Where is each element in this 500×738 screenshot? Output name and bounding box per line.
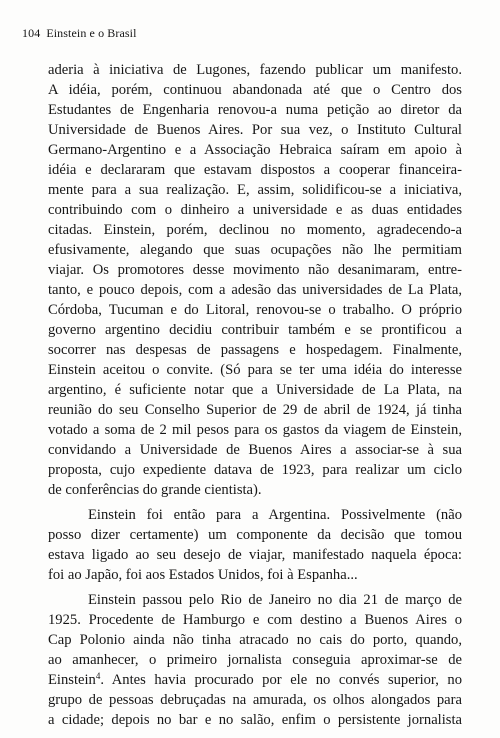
- text-line: foi ao Japão, foi aos Estados Unidos, foi à Espanha...: [48, 567, 358, 583]
- footnote-marker: 4: [95, 671, 101, 681]
- text-line: Estudantes de Engenharia renovou-a numa petição ao diretor da: [48, 102, 462, 118]
- text-line: A idéia, porém, continuou abandonada até que o Centro dos: [48, 82, 462, 98]
- text-line: argentino, é suficiente notar que a Universidade de La Plata, na: [48, 382, 462, 398]
- text-line: [48, 670, 462, 690]
- running-head: [22, 26, 137, 41]
- text-line: de conferências do grande cientista).: [48, 482, 262, 498]
- text-line: Einstein passou pelo Rio de Janeiro no dia 21 de março de: [88, 592, 462, 608]
- text-line: Universidade de Buenos Aires. Por sua vez, o Instituto Cultural: [48, 122, 462, 138]
- text-line-continuation: . Antes havia procurado por ele no convés superior, no: [100, 672, 462, 688]
- text-line: Córdoba, Tucuman e do Litoral, renovou-se o trabalho. O próprio: [48, 302, 462, 318]
- text-line: 1925. Procedente de Hamburgo e com destino a Buenos Aires o: [48, 612, 462, 628]
- text-line: tanto, e pouco depois, com a adesão das universidades de La Plata,: [48, 282, 462, 298]
- text-line: citadas. Einstein, porém, declinou no momento, agradecendo-a: [48, 222, 462, 238]
- text-line: viajar. Os promotores desse movimento não desanimaram, entre-: [48, 262, 462, 278]
- text-line: votado a soma de 2 mil pesos para os gastos da viagem de Einstein,: [48, 422, 462, 438]
- page-number: 104: [22, 26, 41, 40]
- text-line: estava ligado ao seu desejo de viajar, manifestado naquela época:: [48, 547, 462, 563]
- text-line: governo argentino decidiu contribuir também e se prontificou a: [48, 322, 462, 338]
- text-line: idéia e declararam que estavam dispostos a cooperar financeira-: [48, 162, 462, 178]
- einstein-word: Einstein: [48, 672, 96, 688]
- text-line: aderia à iniciativa de Lugones, fazendo publicar um manifesto.: [48, 62, 462, 78]
- text-line: contribuindo com o dinheiro a universidade e as duas entidades: [48, 202, 462, 218]
- running-title: Einstein e o Brasil: [46, 26, 137, 40]
- text-line: proposta, cujo expediente datava de 1923, para realizar um ciclo: [48, 462, 462, 478]
- text-line: efusivamente, alegando que suas ocupações não lhe permitiam: [48, 242, 462, 258]
- text-line: Germano-Argentino e a Associação Hebraica saíram em apoio à: [48, 142, 462, 158]
- text-line: a cidade; depois no bar e no salão, enfim o persistente jornalista: [48, 712, 462, 728]
- text-line: ao amanhecer, o primeiro jornalista conseguia aproximar-se de: [48, 652, 462, 668]
- text-line: convidando a Universidade de Buenos Aires a associar-se à sua: [48, 442, 462, 458]
- text-line: socorrer nas despesas de passagens e hospedagem. Finalmente,: [48, 342, 462, 358]
- text-line: Cap Polonio ainda não tinha atracado no cais do porto, quando,: [48, 632, 462, 648]
- text-line: grupo de pessoas debruçadas na amurada, os olhos alongados para: [48, 692, 462, 708]
- text-line: Einstein foi então para a Argentina. Possivelmente (não: [88, 507, 462, 523]
- text-line: reunião do seu Conselho Superior de 29 de abril de 1924, já tinha: [48, 402, 462, 418]
- text-line: posso dizer certamente) um componente da decisão que tomou: [48, 527, 462, 543]
- text-line: mente para a sua realização. E, assim, solidificou-se a iniciativa,: [48, 182, 462, 198]
- text-line: Einstein aceitou o convite. (Só para se ter uma idéia do interesse: [48, 362, 462, 378]
